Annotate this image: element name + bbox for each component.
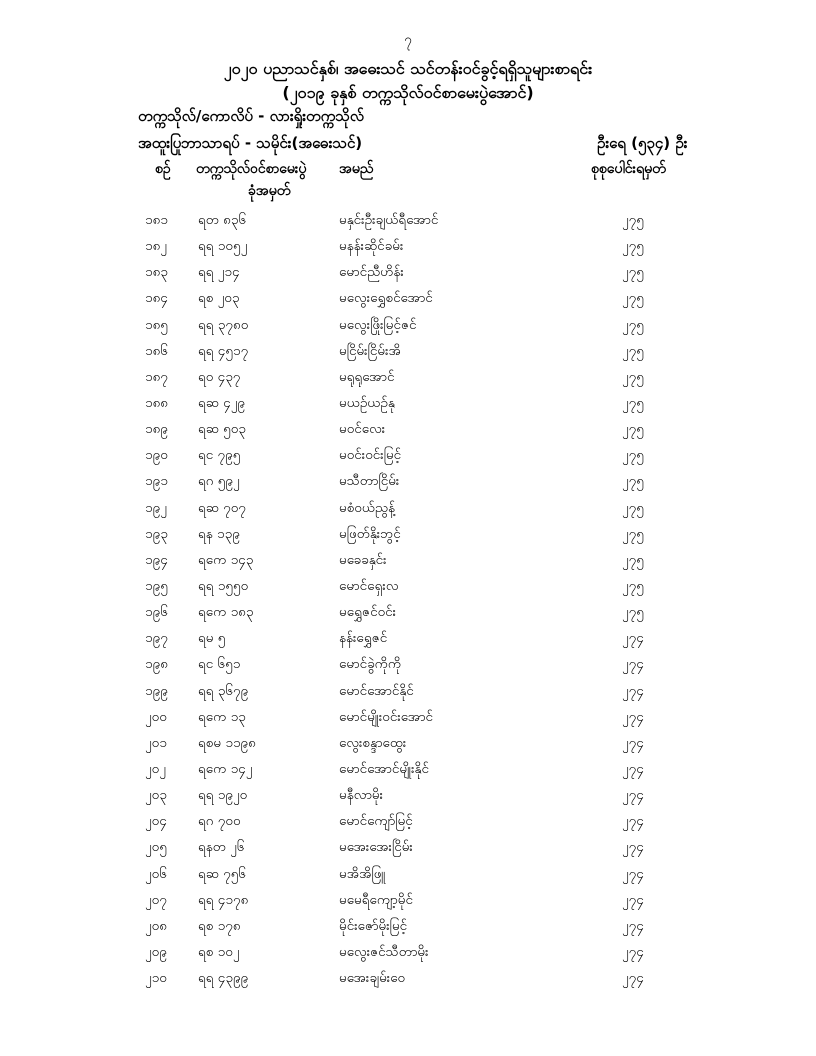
total-marks-cell: ၂၇၄ [622, 943, 644, 960]
roll-number-cell: ရဆ ၇၀၇ [198, 499, 246, 516]
serial-no-cell: ၁၉၅ [145, 577, 168, 594]
total-marks-cell: ၂၇၅ [622, 368, 644, 385]
roll-number-cell: ရဆ ၄၂၉ [198, 394, 245, 411]
total-marks-cell: ၂၇၄ [622, 970, 644, 987]
serial-no-cell: ၁၉၈ [145, 656, 168, 673]
roll-number-cell: ရရ ၄၁၇၈ [198, 891, 249, 908]
table-row [0, 969, 816, 995]
total-marks-cell: ၂၇၅ [622, 290, 644, 307]
student-name-cell: နန်းရွှေဇင် [339, 630, 388, 647]
total-marks-cell: ၂၇၄ [622, 760, 644, 777]
table-row [0, 629, 816, 655]
serial-no-cell: ၁၈၇ [145, 368, 168, 385]
serial-no-cell: ၁၉၁ [145, 473, 168, 490]
table-row [0, 734, 816, 760]
student-name-cell: မယဉ်ယဉ်နု [339, 394, 395, 411]
roll-number-cell: ရစ ၂၀၃ [198, 290, 240, 307]
roll-number-cell: ရကေ ၁၈၃ [198, 604, 254, 621]
total-marks-cell: ၂၇၄ [622, 630, 644, 647]
total-marks-cell: ၂၇၅ [622, 394, 644, 411]
total-marks-cell: ၂၇၅ [622, 421, 644, 438]
subject-label: အထူးပြုဘာသာရပ် - သမိုင်း(အဓေးသင်) [138, 134, 363, 152]
total-marks-cell: ၂၇၅ [622, 577, 644, 594]
roll-number-cell: ရရ ၃၇၈၀ [198, 316, 249, 333]
student-name-cell: မနှင်းဦးချယ်ရီအောင် [339, 212, 439, 228]
table-row [0, 603, 816, 629]
header-total-marks: စုစုပေါင်းရမှတ် [591, 161, 666, 177]
roll-number-cell: ရကေ ၁၄၂ [198, 760, 253, 777]
table-row [0, 289, 816, 315]
student-name-cell: မောင်ညီဟိန်း [339, 264, 404, 281]
student-name-cell: မအေးအေးငြိမ်း [339, 839, 413, 856]
serial-no-cell: ၁၉၇ [145, 630, 168, 647]
table-row [0, 342, 816, 368]
roll-number-cell: ရရ ၄၅၁၇ [198, 342, 249, 359]
roll-number-cell: ရတ ၈၃၆ [198, 212, 247, 228]
serial-no-cell: ၂၀၆ [145, 865, 167, 882]
total-marks-cell: ၂၇၅ [622, 316, 644, 333]
table-row [0, 917, 816, 943]
serial-no-cell: ၁၈၆ [145, 342, 168, 359]
table-row [0, 786, 816, 812]
roll-number-cell: ရဂ ၇၀၀ [198, 813, 241, 830]
serial-no-cell: ၂၀၄ [145, 813, 167, 830]
serial-no-cell: ၂၀၁ [145, 734, 167, 751]
student-name-cell: မောင်အောင်မျိုးနိုင် [339, 760, 429, 777]
roll-number-cell: ရဆ ၅၀၃ [198, 421, 246, 438]
student-name-cell: မလွေးဇင်သီတာမိုး [339, 943, 429, 960]
student-name-cell: မမေရီကျော့မိုင် [339, 891, 413, 908]
serial-no-cell: ၁၈၈ [145, 394, 169, 411]
roll-number-cell: ရရ ၁၅၅၀ [198, 577, 249, 594]
total-marks-cell: ၂၇၅ [622, 342, 644, 359]
total-marks-cell: ၂၇၄ [622, 865, 644, 882]
table-row [0, 865, 816, 891]
table-row [0, 812, 816, 838]
student-name-cell: မနီလာမိုး [339, 787, 384, 804]
serial-no-cell: ၁၉၃ [145, 525, 168, 542]
total-marks-cell: ၂၇၅ [622, 551, 644, 568]
total-marks-cell: ၂၇၄ [622, 708, 644, 725]
student-name-cell: မောင်ကျော်မြင့် [339, 813, 413, 830]
student-name-cell: လွေးစန္ဒာထွေး [339, 734, 407, 751]
student-name-cell: မငြိမ်းငြိမ်းအိ [339, 342, 401, 359]
serial-no-cell: ၁၉၆ [145, 604, 168, 621]
total-marks-cell: ၂၇၄ [622, 839, 644, 856]
roll-number-cell: ရရ ၁၉၂၀ [198, 787, 248, 804]
roll-number-cell: ရဆ ၇၅၆ [198, 865, 246, 882]
student-name-cell: မောင်အောင်နိုင် [339, 682, 414, 699]
table-row [0, 891, 816, 917]
total-marks-cell: ၂၇၄ [622, 891, 644, 908]
student-name-cell: မအေးချမ်းဝေ [339, 970, 406, 987]
student-name-cell: မရွှေဇင်ဝင်း [339, 604, 397, 621]
total-marks-cell: ၂၇၄ [622, 917, 644, 934]
total-marks-cell: ၂၇၅ [622, 447, 644, 464]
header-name: အမည် [339, 161, 374, 177]
student-name-cell: မောင်ရှေးလ [339, 577, 399, 594]
student-name-cell: မလွေးဖြိုးမြင့်ဇင် [339, 316, 417, 333]
total-marks-cell: ၂၇၄ [622, 787, 644, 804]
serial-no-cell: ၂၀၈ [145, 917, 167, 934]
table-row [0, 472, 816, 498]
roll-number-cell: ရရ ၄၃၉၉ [198, 970, 249, 987]
student-list [0, 211, 816, 995]
serial-no-cell: ၁၈၄ [145, 290, 168, 307]
roll-number-cell: ရင ၆၅၁ [198, 656, 241, 673]
table-row [0, 499, 816, 525]
roll-number-cell: ရရ ၂၁၄ [198, 264, 240, 281]
total-marks-cell: ၂၇၄ [622, 656, 644, 673]
serial-no-cell: ၂၁၀ [145, 970, 167, 987]
page-number: ၇ [404, 32, 412, 48]
serial-no-cell: ၁၉၂ [145, 499, 167, 516]
total-marks-cell: ၂၇၅ [622, 499, 644, 516]
student-name-cell: မနန်းဆိုင်ခမ်း [339, 238, 404, 255]
header-roll-number-line2: ခုံအမှတ် [248, 183, 291, 199]
total-marks-cell: ၂၇၅ [622, 264, 644, 281]
serial-no-cell: ၁၉၉ [145, 682, 168, 699]
student-name-cell: မဝင်လေး [339, 421, 386, 438]
student-name-cell: မောင်မျိုးဝင်းအောင် [339, 708, 434, 725]
student-name-cell: မအိအိဖြူ [339, 865, 386, 882]
roll-number-cell: ရန ၁၃၉ [198, 525, 240, 542]
table-row [0, 577, 816, 603]
table-row [0, 525, 816, 551]
total-marks-cell: ၂၇၅ [622, 604, 644, 621]
roll-number-cell: ရစ ၁၀၂ [198, 943, 240, 960]
student-name-cell: မလွေးရွှေစင်အောင် [339, 290, 433, 307]
student-name-cell: မောင်ခွဲကိုကို [339, 656, 402, 673]
student-name-cell: မရုရုအောင် [339, 368, 395, 385]
student-name-cell: မစံဝယ်ညွန့် [339, 499, 396, 516]
serial-no-cell: ၁၈၁ [145, 212, 168, 228]
table-row [0, 551, 816, 577]
serial-no-cell: ၂၀၅ [145, 839, 167, 856]
table-row [0, 760, 816, 786]
table-row [0, 708, 816, 734]
total-marks-cell: ၂၇၅ [622, 525, 644, 542]
roll-number-cell: ရရ ၃၆၇၉ [198, 682, 249, 699]
serial-no-cell: ၂၀၃ [145, 787, 167, 804]
serial-no-cell: ၁၉၄ [145, 551, 168, 568]
serial-no-cell: ၂၀၀ [145, 708, 167, 725]
document-subtitle: (၂၀၁၉ ခုနှစ် တက္ကသိုလ်ဝင်စာမေးပွဲအောင်) [282, 83, 534, 102]
student-name-cell: မိုင်းဇော်မိုးမြင့် [339, 917, 408, 934]
table-row [0, 446, 816, 472]
table-row [0, 838, 816, 864]
table-row [0, 655, 816, 681]
student-name-cell: မခေခနှင်း [339, 551, 387, 568]
serial-no-cell: ၂၀၉ [145, 943, 167, 960]
serial-no-cell: ၁၈၂ [145, 238, 167, 255]
student-name-cell: မဖြတ်နိုးဘွင့် [339, 525, 401, 542]
student-name-cell: မသီတာငြိမ်း [339, 473, 400, 490]
student-count: ဦးရေ (၅၃၄) ဦး [597, 134, 688, 152]
total-marks-cell: ၂၇၅ [622, 473, 644, 490]
total-marks-cell: ၂၇၄ [622, 734, 644, 751]
header-serial-no: စဉ် [155, 161, 171, 177]
document-title: ၂၀၂၀ ပညာသင်နှစ်၊ အဓေးသင် သင်တန်းဝင်ခွင့်ရရှိသူများစာရင်း [223, 59, 593, 78]
roll-number-cell: ရနတ ၂၆ [198, 839, 245, 856]
serial-no-cell: ၁၈၉ [145, 421, 168, 438]
roll-number-cell: ရစမ ၁၁၉၈ [198, 734, 256, 751]
header-roll-number: တက္ကသိုလ်ဝင်စာမေးပွဲ [196, 161, 307, 177]
roll-number-cell: ရစ ၁၇၈ [198, 917, 241, 934]
roll-number-cell: ရကေ ၁၄၃ [198, 551, 254, 568]
table-row [0, 263, 816, 289]
serial-no-cell: ၁၈၅ [145, 316, 168, 333]
table-row [0, 237, 816, 263]
roll-number-cell: ရင ၇၉၅ [198, 447, 241, 464]
roll-number-cell: ရဂ ၅၉၂ [198, 473, 240, 490]
table-row [0, 420, 816, 446]
roll-number-cell: ရရ ၁၀၅၂ [198, 238, 248, 255]
table-row [0, 316, 816, 342]
university-label: တက္ကသိုလ်/ကောလိပ် - လားရှိုးတက္ကသိုလ် [138, 107, 364, 125]
serial-no-cell: ၂၀၂ [145, 760, 166, 777]
total-marks-cell: ၂၇၅ [622, 238, 644, 255]
roll-number-cell: ရကေ ၁၃ [198, 708, 246, 725]
student-name-cell: မဝင်းဝင်းမြင့် [339, 447, 402, 464]
table-row [0, 211, 816, 237]
table-row [0, 682, 816, 708]
table-row [0, 394, 816, 420]
table-row [0, 943, 816, 969]
total-marks-cell: ၂၇၄ [622, 813, 644, 830]
table-row [0, 368, 816, 394]
total-marks-cell: ၂၇၅ [622, 212, 644, 228]
serial-no-cell: ၁၉၀ [145, 447, 168, 464]
roll-number-cell: ရဝ ၄၃၇ [198, 368, 241, 385]
serial-no-cell: ၁၈၃ [145, 264, 168, 281]
serial-no-cell: ၂၀၇ [145, 891, 167, 908]
total-marks-cell: ၂၇၄ [622, 682, 644, 699]
roll-number-cell: ရမ ၅ [198, 630, 226, 647]
